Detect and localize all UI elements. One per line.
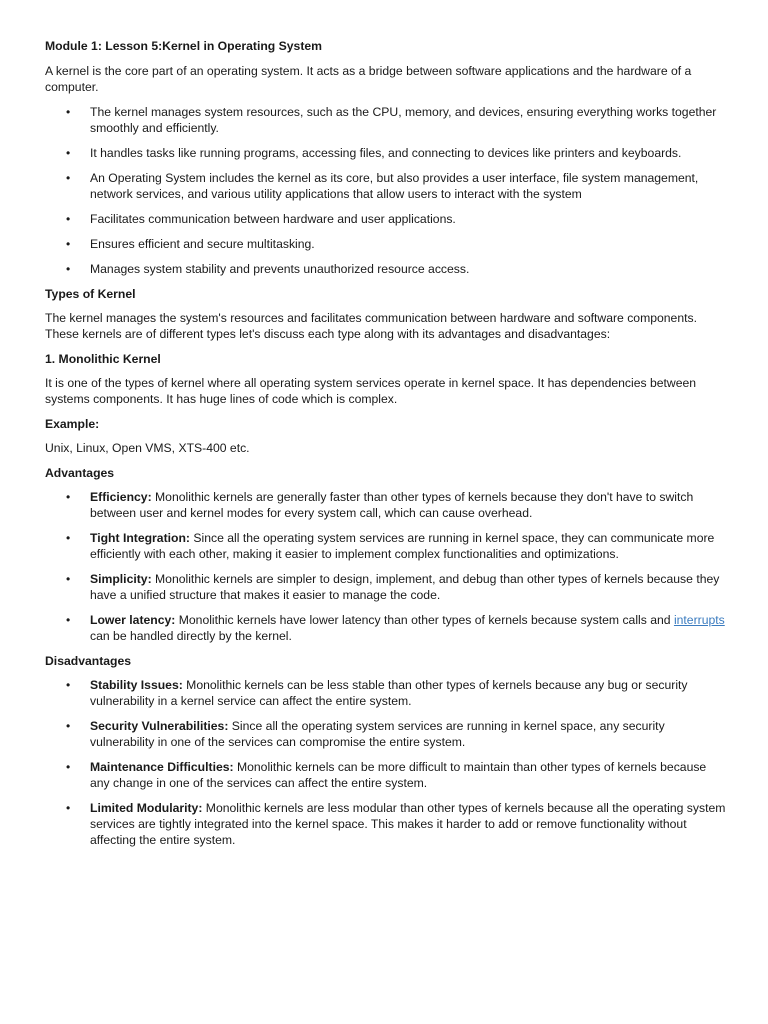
bullet-icon: • [66, 490, 71, 504]
disadvantages-heading: Disadvantages [45, 654, 132, 668]
bullet-icon: • [66, 531, 71, 545]
bullet-icon: • [66, 212, 71, 226]
intro-list [45, 104, 728, 277]
advantages-heading: Advantages [45, 466, 115, 480]
bullet-icon: • [66, 572, 71, 586]
bullet-icon: • [66, 613, 71, 627]
bullet-icon: • [66, 146, 71, 160]
bullet-icon: • [66, 719, 71, 733]
list-item: • An Operating System includes the kernel as its core, but also provides a user interface, file system management, network services, and various utility applications that allow users to interact with the system [66, 171, 699, 201]
example-text: Unix, Linux, Open VMS, XTS-400 etc. [45, 441, 250, 455]
list-item: • Efficiency: Monolithic kernels are generally faster than other types of kernels because they don't have to switch between user and kernel modes for every system call, which can cause overhead. [66, 490, 694, 520]
advantage-term: Lower latency: [90, 613, 176, 627]
list-item: • Simplicity: Monolithic kernels are simpler to design, implement, and debug than other types of kernels because they have a unified structure that makes it easier to manage the code. [66, 572, 720, 602]
monolithic-paragraph: It is one of the types of kernel where all operating system services operate in kernel space. It has dependencies between systems components. It has huge lines of code which is complex. [45, 376, 697, 406]
monolithic-heading: 1. Monolithic Kernel [45, 352, 161, 366]
page-title: Module 1: Lesson 5:Kernel in Operating System [45, 39, 322, 53]
advantages-list [45, 489, 728, 644]
example-heading: Example: [45, 417, 100, 431]
list-item: • Lower latency: Monolithic kernels have lower latency than other types of kernels because system calls and interrupts can be handled directly by the kernel. [66, 613, 725, 643]
list-item: • Facilitates communication between hardware and user applications. [66, 212, 456, 226]
list-item: • Ensures efficient and secure multitasking. [66, 237, 315, 251]
disadvantages-list [45, 677, 728, 848]
bullet-icon: • [66, 801, 71, 815]
list-item: • Security Vulnerabilities: Since all the operating system services are running in kernel space, any security vulnerability in one of the services can compromise the entire system. [66, 719, 665, 749]
list-item: • Limited Modularity: Monolithic kernels are less modular than other types of kernels because all the operating system services are tightly integrated into the kernel space. This makes it harder to add or remove functionality without affecting the entire system. [66, 801, 726, 847]
intro-paragraph: A kernel is the core part of an operating system. It acts as a bridge between software applications and the hardware of a computer. [45, 64, 692, 94]
bullet-icon: • [66, 678, 71, 692]
list-item: • It handles tasks like running programs, accessing files, and connecting to devices like printers and keyboards. [66, 146, 682, 160]
bullet-icon: • [66, 262, 71, 276]
advantage-term: Tight Integration: [90, 531, 190, 545]
interrupts-link[interactable]: interrupts [673, 613, 725, 627]
bullet-icon: • [66, 760, 71, 774]
disadvantage-term: Stability Issues: [90, 678, 183, 692]
advantage-term: Efficiency: [90, 490, 152, 504]
types-heading: Types of Kernel [45, 287, 136, 301]
disadvantage-term: Maintenance Difficulties: [90, 760, 234, 774]
disadvantage-term: Limited Modularity: [90, 801, 203, 815]
list-item: • The kernel manages system resources, such as the CPU, memory, and devices, ensuring everything works together smoothly and efficiently. [66, 105, 717, 135]
bullet-icon: • [66, 171, 71, 185]
list-item: • Maintenance Difficulties: Monolithic kernels can be more difficult to maintain than other types of kernels because any change in one of the services can affect the entire system. [66, 760, 707, 790]
list-item: • Stability Issues: Monolithic kernels can be less stable than other types of kernels because any bug or security vulnerability in a kernel service can affect the entire system. [66, 678, 688, 708]
list-item: • Manages system stability and prevents unauthorized resource access. [66, 262, 470, 276]
list-item: • Tight Integration: Since all the operating system services are running in kernel space, they can communicate more efficiently with each other, making it easier to implement complex functionalities and optimizations. [66, 531, 715, 561]
bullet-icon: • [66, 237, 71, 251]
types-paragraph: The kernel manages the system's resources and facilitates communication between hardware and software components. These kernels are of different types let's discuss each type along with its advantages and disadvantages: [45, 311, 697, 341]
disadvantage-term: Security Vulnerabilities: [90, 719, 229, 733]
bullet-icon: • [66, 105, 71, 119]
advantage-term: Simplicity: [90, 572, 152, 586]
